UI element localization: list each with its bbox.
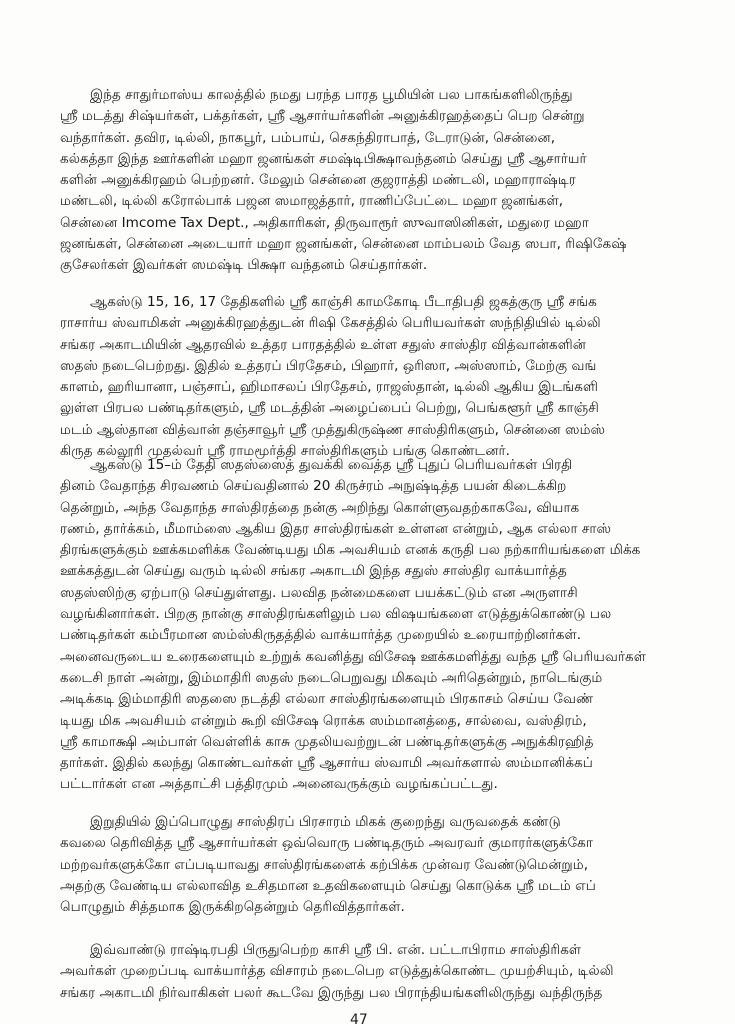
text-line: அடிக்கடி இம்மாதிரி ஸதஸை நடத்தி எல்லா சாஸ்திரங்களையும் பிரகாசம் செய்ய வேண் (60, 691, 594, 708)
text-line: ஸதஸ் நடைபெற்றது. இதில் உத்தரப் பிரதேசம், பிஹார், ஒரிஸா, அஸ்ஸாம், மேற்கு வங் (60, 357, 597, 374)
text-line: வந்தார்கள். தவிர, டில்லி, நாகபூர், பம்பாய், செகந்திராபாத், டேராடுன், சென்னை, (60, 129, 556, 146)
text-line: ஸ்ரீ மடத்து சிஷ்யர்கள், பக்தர்கள், ஸ்ரீ ஆசார்யர்களின் அனுக்கிரஹத்தைப் பெற சென்று (60, 108, 585, 125)
text-line: களின் அனுக்கிரஹம் பெற்றனர். மேலும் சென்னை குஜராத்தி மண்டலி, மஹாராஷ்டிர (60, 172, 576, 189)
text-line: ரணம், தார்க்கம், மீமாம்ஸை ஆகிய இதர சாஸ்திரங்கள் உள்ளன என்றும், ஆக எல்லா சாஸ் (60, 520, 612, 537)
text-line: மற்றவர்களுக்கோ எப்படியாவது சாஸ்திரங்களைக் கற்பிக்க முன்வர வேண்டுமென்றும், (60, 856, 589, 873)
text-line: சங்கர அகாடமி நிர்வாகிகள் பலர் கூடவே இருந்து பல பிராந்தியங்களிலிருந்து வந்திருந்த (60, 984, 603, 1001)
paragraph-august-sadas (60, 292, 700, 462)
text-line: ஸ்ரீ காமாக்ஷி அம்பாள் வெள்ளிக் காசு முதலியவற்றுடன் பண்டிதர்களுக்கு அநுக்கிரஹித் (60, 733, 594, 750)
text-line: மடம் ஆஸ்தான வித்வான் தஞ்சாவூர் ஸ்ரீ முத்துகிருஷ்ண சாஸ்திரிகளும், சென்னை ஸம்ஸ் (60, 421, 606, 438)
text-line: குசேலர்கள் இவர்கள் ஸமஷ்டி பிக்ஷா வந்தனம் செய்தார்கள். (60, 257, 428, 274)
text-line: ராசார்ய ஸ்வாமிகள் அனுக்கிரஹத்துடன் ரிஷி கேசத்தில் பெரியவர்கள் ஸந்நிதியில் டில்லி (60, 315, 601, 332)
text-line: அனைவருடைய உரைகளையும் உற்றுக் கவனித்து விசேஷ ஊக்கமளித்து வந்த ஸ்ரீ பெரியவர்கள் (60, 648, 647, 665)
text-line: ஸதஸ்ஸிற்கு ஏற்பாடு செய்துள்ளது. பலவித நன்மைகளை பயக்கட்டும் என அருளாசி (60, 584, 578, 601)
text-line: திரங்களுக்கும் ஊக்கமளிக்க வேண்டியது மிக அவசியம் எனக் கருதி பல நற்காரியங்களை மிக்க (60, 542, 641, 559)
text-line: ஆகஸ்டு 15–ம் தேதி ஸதஸ்ஸைத் துவக்கி வைத்த ஸ்ரீ புதுப் பெரியவர்கள் பிரதி (90, 457, 573, 473)
text-line: தினம் வேதாந்த சிரவணம் செய்வதினால் 20 கிருச்ரம் அநுஷ்டித்த பயன் கிடைக்கிற (60, 478, 567, 495)
text-line: கல்கத்தா இந்த ஊர்களின் மஹா ஜனங்கள் சமஷ்டிபிக்ஷாவந்தனம் செய்து ஸ்ரீ ஆசார்யர் (60, 150, 587, 167)
text-line: தென்றும், அந்த வேதாந்த சாஸ்திரத்தை நன்கு அறிந்து கொள்ளுவதற்காகவே, வியாக (60, 499, 580, 516)
text-line: ஊக்கத்துடன் செய்து வரும் டில்லி சங்கர அகாடமி இந்த சதுஸ் சாஸ்திர வாக்யார்த்த (60, 563, 567, 580)
text-line: காளம், ஹரியானா, பஞ்சாப், ஹிமாசலப் பிரதேசம், ராஜஸ்தான், டில்லி ஆகிய இடங்களி (60, 379, 599, 396)
text-line: இவ்வாண்டு ராஷ்டிரபதி பிருதுபெற்ற காசி ஸ்ரீ பி. என். பட்டாபிராம சாஸ்திரிகள் (90, 942, 582, 958)
text-line: மண்டலி, டில்லி கரோல்பாக் பஜன ஸமாஜத்தார், ராணிப்பேட்டை மஹா ஜனங்கள், (60, 193, 564, 210)
text-line: லுள்ள பிரபல பண்டிதர்களும், ஸ்ரீ மடத்தின் அழைப்பைப் பெற்று, பெங்களூர் ஸ்ரீ காஞ்சி (60, 400, 599, 417)
text-line: ஜனங்கள், சென்னை அடையார் மஹா ஜனங்கள், சென்னை மாம்பலம் வேத ஸபா, ரிஷிகேஷ் (60, 236, 627, 253)
text-line: பட்டார்கள் என அத்தாட்சி பத்திரமும் அனைவருக்கும் வழங்கப்பட்டது. (60, 776, 498, 793)
text-line: டியது மிக அவசியம் என்றும் கூறி விசேஷ ரொக்க ஸம்மானத்தை, சால்வை, வஸ்திரம், (60, 712, 587, 729)
paragraph-chaturmasya-visitors (60, 85, 700, 277)
text-line: வழங்கினார்கள். பிறகு நான்கு சாஸ்திரங்களிலும் பல விஷயங்களை எடுத்துக்கொண்டு பல (60, 606, 612, 623)
text-line: கவலை தெரிவித்த ஸ்ரீ ஆசார்யர்கள் ஒவ்வொரு பண்டிதரும் அவரவர் குமாரர்களுக்கோ (60, 835, 593, 852)
text-line: கடைசி நாள் அன்று, இம்மாதிரி ஸதஸ் நடைபெறுவது மிகவும் அரிதென்றும், நாடெங்கும் (60, 669, 603, 686)
text-line: சங்கர அகாடமியின் ஆதரவில் உத்தர பாரதத்தில் உள்ள சதுஸ் சாஸ்திர வித்வான்களின் (60, 336, 586, 353)
text-line: இறுதியில் இப்பொழுது சாஸ்திரப் பிரசாரம் மிகக் குறைந்து வருவதைக் கண்டு (90, 814, 561, 830)
text-line: அதற்கு வேண்டிய எல்லாவித உசிதமான உதவிகளையும் செய்து கொடுக்க ஸ்ரீ மடம் எப் (60, 877, 596, 894)
text-line: அவர்கள் முறைப்படி வாக்யார்த்த விசாரம் நடைபெற எடுத்துக்கொண்ட முயற்சியும், டில்லி (60, 963, 614, 980)
text-line: கிருத கல்லூரி முதல்வர் ஸ்ரீ ராமமூர்த்தி சாஸ்திரிகளும் பங்கு கொண்டனர். (60, 443, 510, 460)
paragraph-sadas-proceedings (60, 455, 700, 796)
paragraph-pattabhirama-sastri (60, 940, 700, 1004)
text-line: பொழுதும் சித்தமாக இருக்கிறதென்றும் தெரிவித்தார்கள். (60, 899, 405, 916)
text-line: இந்த சாதுர்மாஸ்ய காலத்தில் நமது பரந்த பாரத பூமியின் பல பாகங்களிலிருந்து (90, 87, 573, 103)
text-line: சென்னை Imcome Tax Dept., அதிகாரிகள், திருவாரூர் ஸுவாஸினிகள், மதுரை மஹா (60, 214, 589, 231)
text-line: ஆகஸ்டு 15, 16, 17 தேதிகளில் ஸ்ரீ காஞ்சி காமகோடி பீடாதிபதி ஜகத்குரு ஸ்ரீ சங்க (90, 294, 597, 310)
text-line: பண்டிதர்கள் கம்பீரமான ஸம்ஸ்கிருதத்தில் வாக்யார்த்த முறையில் உரையாற்றினர்கள். (60, 627, 582, 644)
text-line: தார்கள். இதில் கலந்து கொண்டவர்கள் ஸ்ரீ ஆசார்ய ஸ்வாமி அவர்களால் ஸம்மானிக்கப் (60, 755, 593, 772)
paragraph-shastra-promotion (60, 812, 700, 918)
page-number: 47 (350, 1012, 368, 1028)
